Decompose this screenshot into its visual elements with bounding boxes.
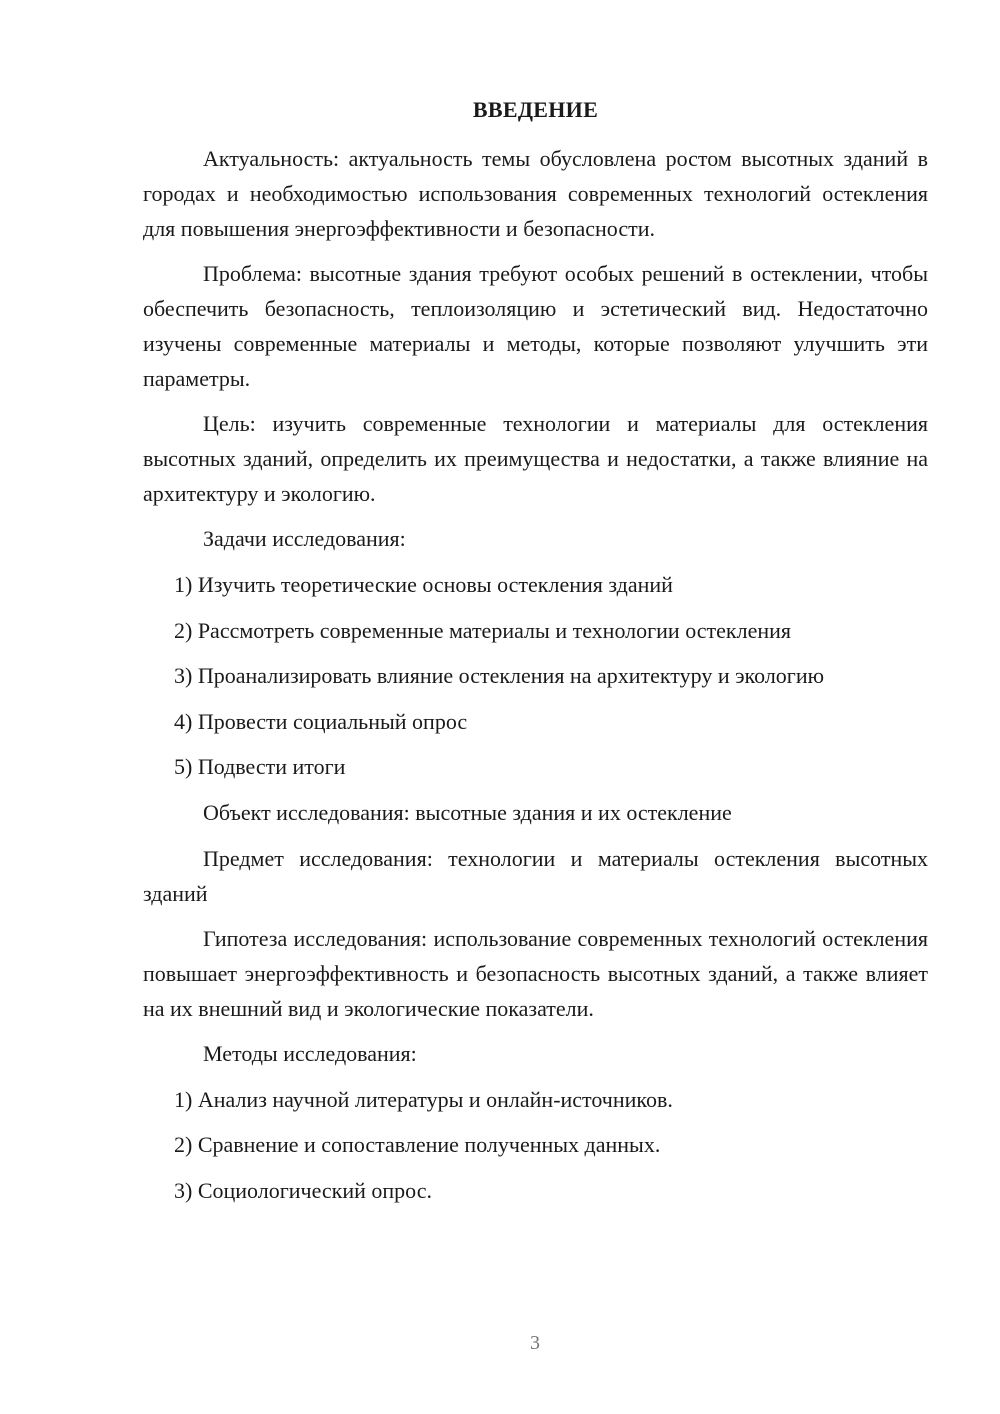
subject-paragraph: Предмет исследования: технологии и материалы остекления высотных зданий xyxy=(143,845,928,906)
task-item: 3) Проанализировать влияние остекления на архитектуру и экологию xyxy=(174,663,825,688)
page-number: 3 xyxy=(530,1332,540,1354)
hypothesis-paragraph: Гипотеза исследования: использование современных технологий остекления повышает энергоэффективность и безопасность высотных зданий, а также влияет на их внешний вид и экологические показатели. xyxy=(143,925,928,1021)
problem-paragraph: Проблема: высотные здания требуют особых решений в остеклении, чтобы обеспечить безопасность, теплоизоляцию и эстетический вид. Недостаточно изучены современные материалы и методы, которые позволяют улучшить эти параметры. xyxy=(143,261,928,391)
goal-paragraph: Цель: изучить современные технологии и материалы для остекления высотных зданий, определить их преимущества и недостатки, а также влияние на архитектуру и экологию. xyxy=(143,411,928,506)
tasks-list xyxy=(143,567,928,784)
task-item: 2) Рассмотреть современные материалы и технологии остекления xyxy=(174,617,791,643)
method-item: 2) Сравнение и сопоставление полученных данных. xyxy=(174,1132,661,1157)
methods-list xyxy=(143,1082,928,1208)
method-item: 3) Социологический опрос. xyxy=(174,1177,432,1203)
method-item: 1) Анализ научной литературы и онлайн-источников. xyxy=(174,1086,673,1112)
task-item: 5) Подвести итоги xyxy=(174,754,346,779)
relevance-paragraph: Актуальность: актуальность темы обусловлена ростом высотных зданий в городах и необходимостью использования современных технологий остекления для повышения энергоэффективности и безопасности. xyxy=(143,146,928,241)
section-title: ВВЕДЕНИЕ xyxy=(472,97,599,122)
object-paragraph: Объект исследования: высотные здания и их остекление xyxy=(203,799,732,825)
task-item: 4) Провести социальный опрос xyxy=(174,708,468,734)
tasks-heading: Задачи исследования: xyxy=(203,526,406,551)
document-page xyxy=(143,93,928,1218)
task-item: 1) Изучить теоретические основы остекления зданий xyxy=(174,572,673,597)
methods-heading: Методы исследования: xyxy=(203,1040,417,1066)
